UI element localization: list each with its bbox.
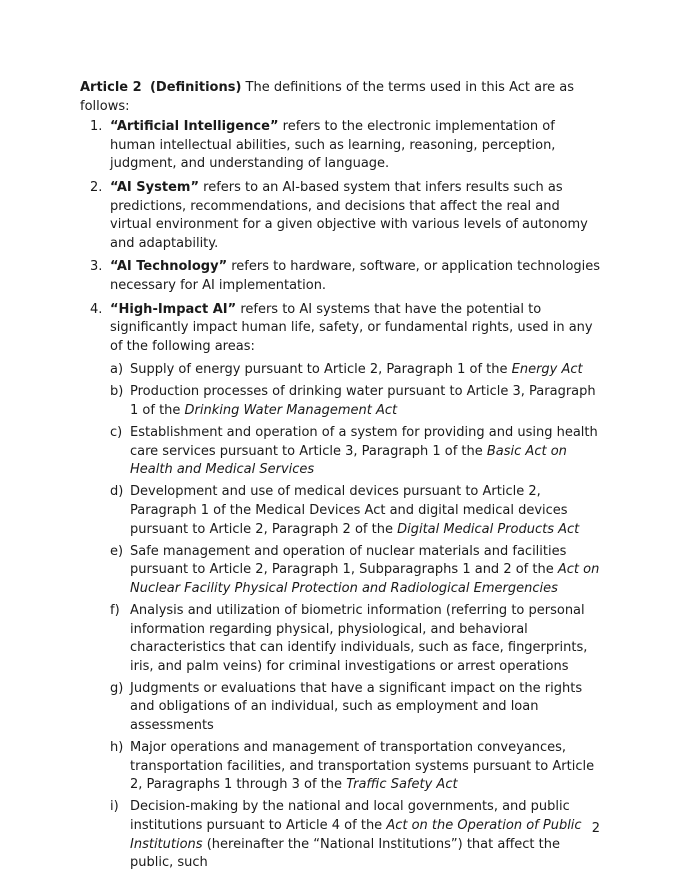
sub-item-text: Judgments or evaluations that have a significant impact on the rights and obligations of an individual, such as employment and loan assessments (130, 680, 583, 733)
sub-item-text-continued: (hereinafter the “National Institutions”) that affect the public, such (130, 836, 560, 871)
article-title: (Definitions) (149, 80, 242, 95)
item-number: 3. (90, 259, 103, 275)
sub-item-letter: e) (110, 543, 124, 559)
area-item-d (110, 483, 602, 539)
act-name: Act on the Operation of Public Institutions (130, 817, 582, 852)
sub-item-text: Safe management and operation of nuclear materials and facilities pursuant to Article 2, Paragraph 1, Subparagraphs 1 and 2 of the (130, 543, 567, 578)
area-item-g (110, 680, 602, 736)
sub-item-letter: c) (110, 425, 123, 441)
area-item-a (110, 361, 602, 380)
area-item-f (110, 602, 602, 676)
document-body (80, 79, 602, 878)
area-item-e (110, 543, 602, 599)
definition-item-4 (80, 301, 602, 873)
definition-item-2 (80, 179, 602, 253)
definition-text: refers to hardware, software, or application technologies necessary for AI implementation. (110, 259, 601, 293)
sub-item-text: Establishment and operation of a system for providing and using health care services pursuant to Article 3, Paragraph 1 of the (130, 425, 598, 459)
area-item-i (110, 798, 602, 872)
sub-item-letter: h) (110, 740, 124, 756)
definition-term: “AI System” (110, 179, 199, 195)
sub-item-text: Development and use of medical devices pursuant to Article 2, Paragraph 1 of the Medical Devices Act and digital medical devices pursuant to Article 2, Paragraph 2 of the (130, 484, 568, 537)
sub-item-text: Production processes of drinking water pursuant to Article 3, Paragraph 1 of the (130, 384, 596, 418)
definition-term: “Artificial Intelligence” (110, 119, 279, 135)
sub-item-text: Decision-making by the national and local governments, and public institutions pursuant to Article 4 of the (130, 799, 570, 833)
article-heading (80, 79, 602, 116)
definition-item-3 (80, 258, 602, 295)
act-name: Traffic Safety Act (346, 777, 458, 793)
item-number: 1. (90, 119, 103, 135)
act-name: Act on Nuclear Facility Physical Protection and Radiological Emergencies (130, 562, 600, 596)
definition-term: “High-Impact AI” (110, 301, 237, 317)
item-number: 2. (90, 179, 103, 195)
act-name: Basic Act on Health and Medical Services (130, 443, 567, 478)
article-intro: The definitions of the terms used in this Act are as follows: (80, 80, 575, 114)
sub-item-text: Supply of energy pursuant to Article 2, Paragraph 1 of the (130, 362, 512, 378)
sub-item-text: Analysis and utilization of biometric information (referring to personal information regarding physical, physiological, and behavioral characteristics that can identify individuals, such as face, fingerprints, iris, and palm veins) for criminal investigations or arrest operations (130, 602, 588, 674)
sub-item-letter: b) (110, 384, 124, 400)
area-item-c (110, 424, 602, 480)
area-item-b (110, 383, 602, 420)
item-number: 4. (90, 301, 103, 317)
definition-text: refers to AI systems that have the potential to significantly impact human life, safety, or fundamental rights, used in any of the following areas: (110, 301, 593, 354)
article-label: Article 2 (80, 80, 142, 95)
act-name: Drinking Water Management Act (184, 403, 398, 418)
sub-item-letter: a) (110, 362, 124, 378)
act-name: Energy Act (511, 362, 583, 378)
definition-text: refers to an AI-based system that infers results such as predictions, recommendations, and decisions that affect the real and virtual environment for a given objective with various levels of autonomy and adaptability. (110, 179, 588, 251)
act-name: Digital Medical Products Act (397, 521, 580, 537)
sub-item-letter: g) (110, 680, 124, 696)
sub-item-text: Major operations and management of transportation conveyances, transportation facilities, and transportation systems pursuant to Article 2, Paragraphs 1 through 3 of the (130, 740, 595, 793)
definition-text: refers to the electronic implementation of human intellectual abilities, such as learning, reasoning, perception, judgment, and understanding of language. (110, 119, 556, 172)
sub-item-letter: f) (110, 602, 120, 618)
definition-term: “AI Technology” (110, 259, 228, 275)
sub-item-letter: i) (110, 799, 119, 815)
sub-item-letter: d) (110, 484, 124, 500)
definition-item-1 (80, 118, 602, 174)
area-item-h (110, 739, 602, 795)
page-number: 2 (591, 821, 600, 836)
high-impact-areas-list (110, 361, 602, 872)
